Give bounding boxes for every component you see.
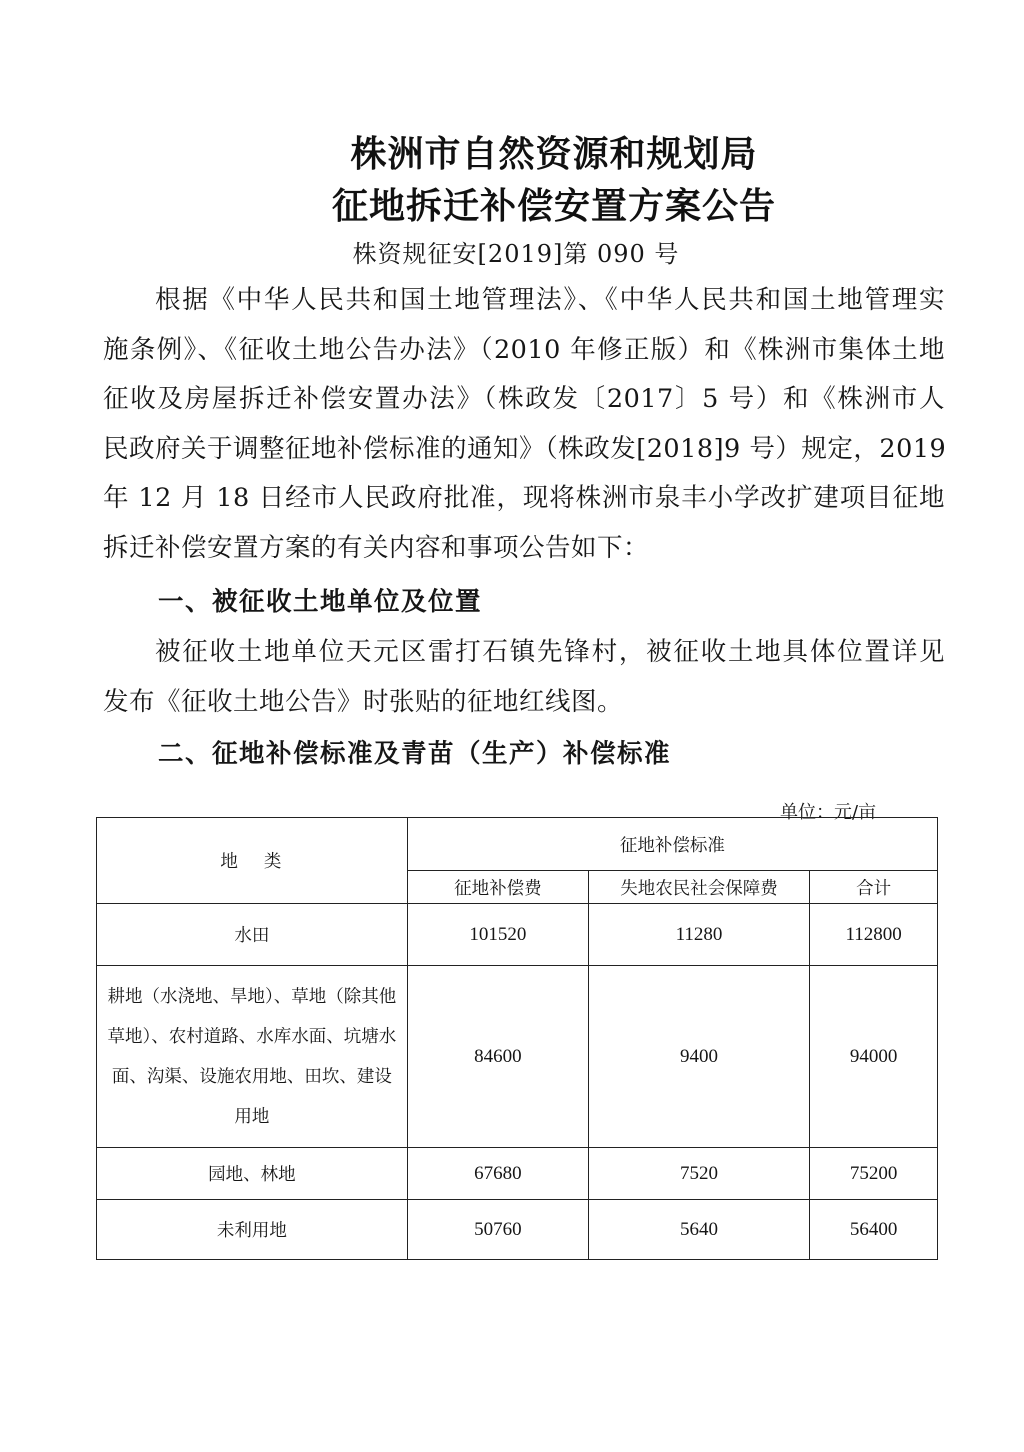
social-cell: 11280 (588, 904, 809, 966)
intro-line: 施条例》、《征收土地公告办法》（2010 年修正版）和《株洲市集体土地 (103, 334, 945, 365)
intro-line: 民政府关于调整征地补偿标准的通知》（株政发[2018]9 号）规定，2019 (103, 433, 947, 464)
land-type-cell: 水田 (97, 904, 408, 966)
intro-line: 根据《中华人民共和国土地管理法》、《中华人民共和国土地管理实 (155, 285, 945, 315)
unit-label: 单位：元/亩 (780, 802, 877, 823)
section-heading-1: 一、被征收土地单位及位置 (158, 587, 483, 617)
section-heading-2: 二、征地补偿标准及青苗（生产）补偿标准 (158, 739, 672, 769)
table-row (97, 1200, 938, 1260)
total-cell: 112800 (810, 904, 938, 966)
intro-line: 征收及房屋拆迁补偿安置办法》（株政发〔2017〕5 号）和《株洲市人 (103, 384, 945, 414)
col-header-social: 失地农民社会保障费 (588, 871, 809, 904)
table-row (97, 1148, 938, 1200)
col-header-total: 合计 (810, 871, 938, 904)
comp-cell: 84600 (407, 966, 588, 1148)
title-line-1: 株洲市自然资源和规划局 (350, 134, 758, 175)
col-header-comp: 征地补偿费 (407, 871, 588, 904)
social-cell: 7520 (588, 1148, 809, 1200)
table-header-row (97, 818, 938, 871)
total-cell: 94000 (810, 966, 938, 1148)
land-type-header: 地类 (97, 818, 408, 904)
land-type-cell: 未利用地 (97, 1200, 408, 1260)
comp-cell: 50760 (407, 1200, 588, 1260)
total-cell: 56400 (810, 1200, 938, 1260)
section1-line: 被征收土地单位天元区雷打石镇先锋村，被征收土地具体位置详见 (155, 637, 945, 667)
intro-line: 年 12 月 18 日经市人民政府批准，现将株洲市泉丰小学改扩建项目征地 (103, 483, 945, 513)
land-type-cell: 耕地（水浇地、旱地）、草地（除其他草地）、农村道路、水库水面、坑塘水面、沟渠、设施农用地、田坎、建设用地 (97, 966, 408, 1148)
table-row (97, 904, 938, 966)
social-cell: 9400 (588, 966, 809, 1148)
group-header: 征地补偿标准 (407, 818, 937, 871)
title-line-2: 征地拆迁补偿安置方案公告 (331, 186, 776, 227)
intro-line: 拆迁补偿安置方案的有关内容和事项公告如下： (103, 532, 650, 563)
intro-paragraph (103, 276, 945, 573)
comp-cell: 67680 (407, 1148, 588, 1200)
section1-paragraph (103, 628, 945, 727)
compensation-table (96, 817, 938, 1260)
total-cell: 75200 (810, 1148, 938, 1200)
section1-line: 发布《征收土地公告》时张贴的征地红线图。 (103, 686, 624, 717)
land-type-cell: 园地、林地 (97, 1148, 408, 1200)
table-row (97, 966, 938, 1148)
document-number: 株资规征安[2019]第 090 号 (352, 240, 680, 268)
social-cell: 5640 (588, 1200, 809, 1260)
comp-cell: 101520 (407, 904, 588, 966)
